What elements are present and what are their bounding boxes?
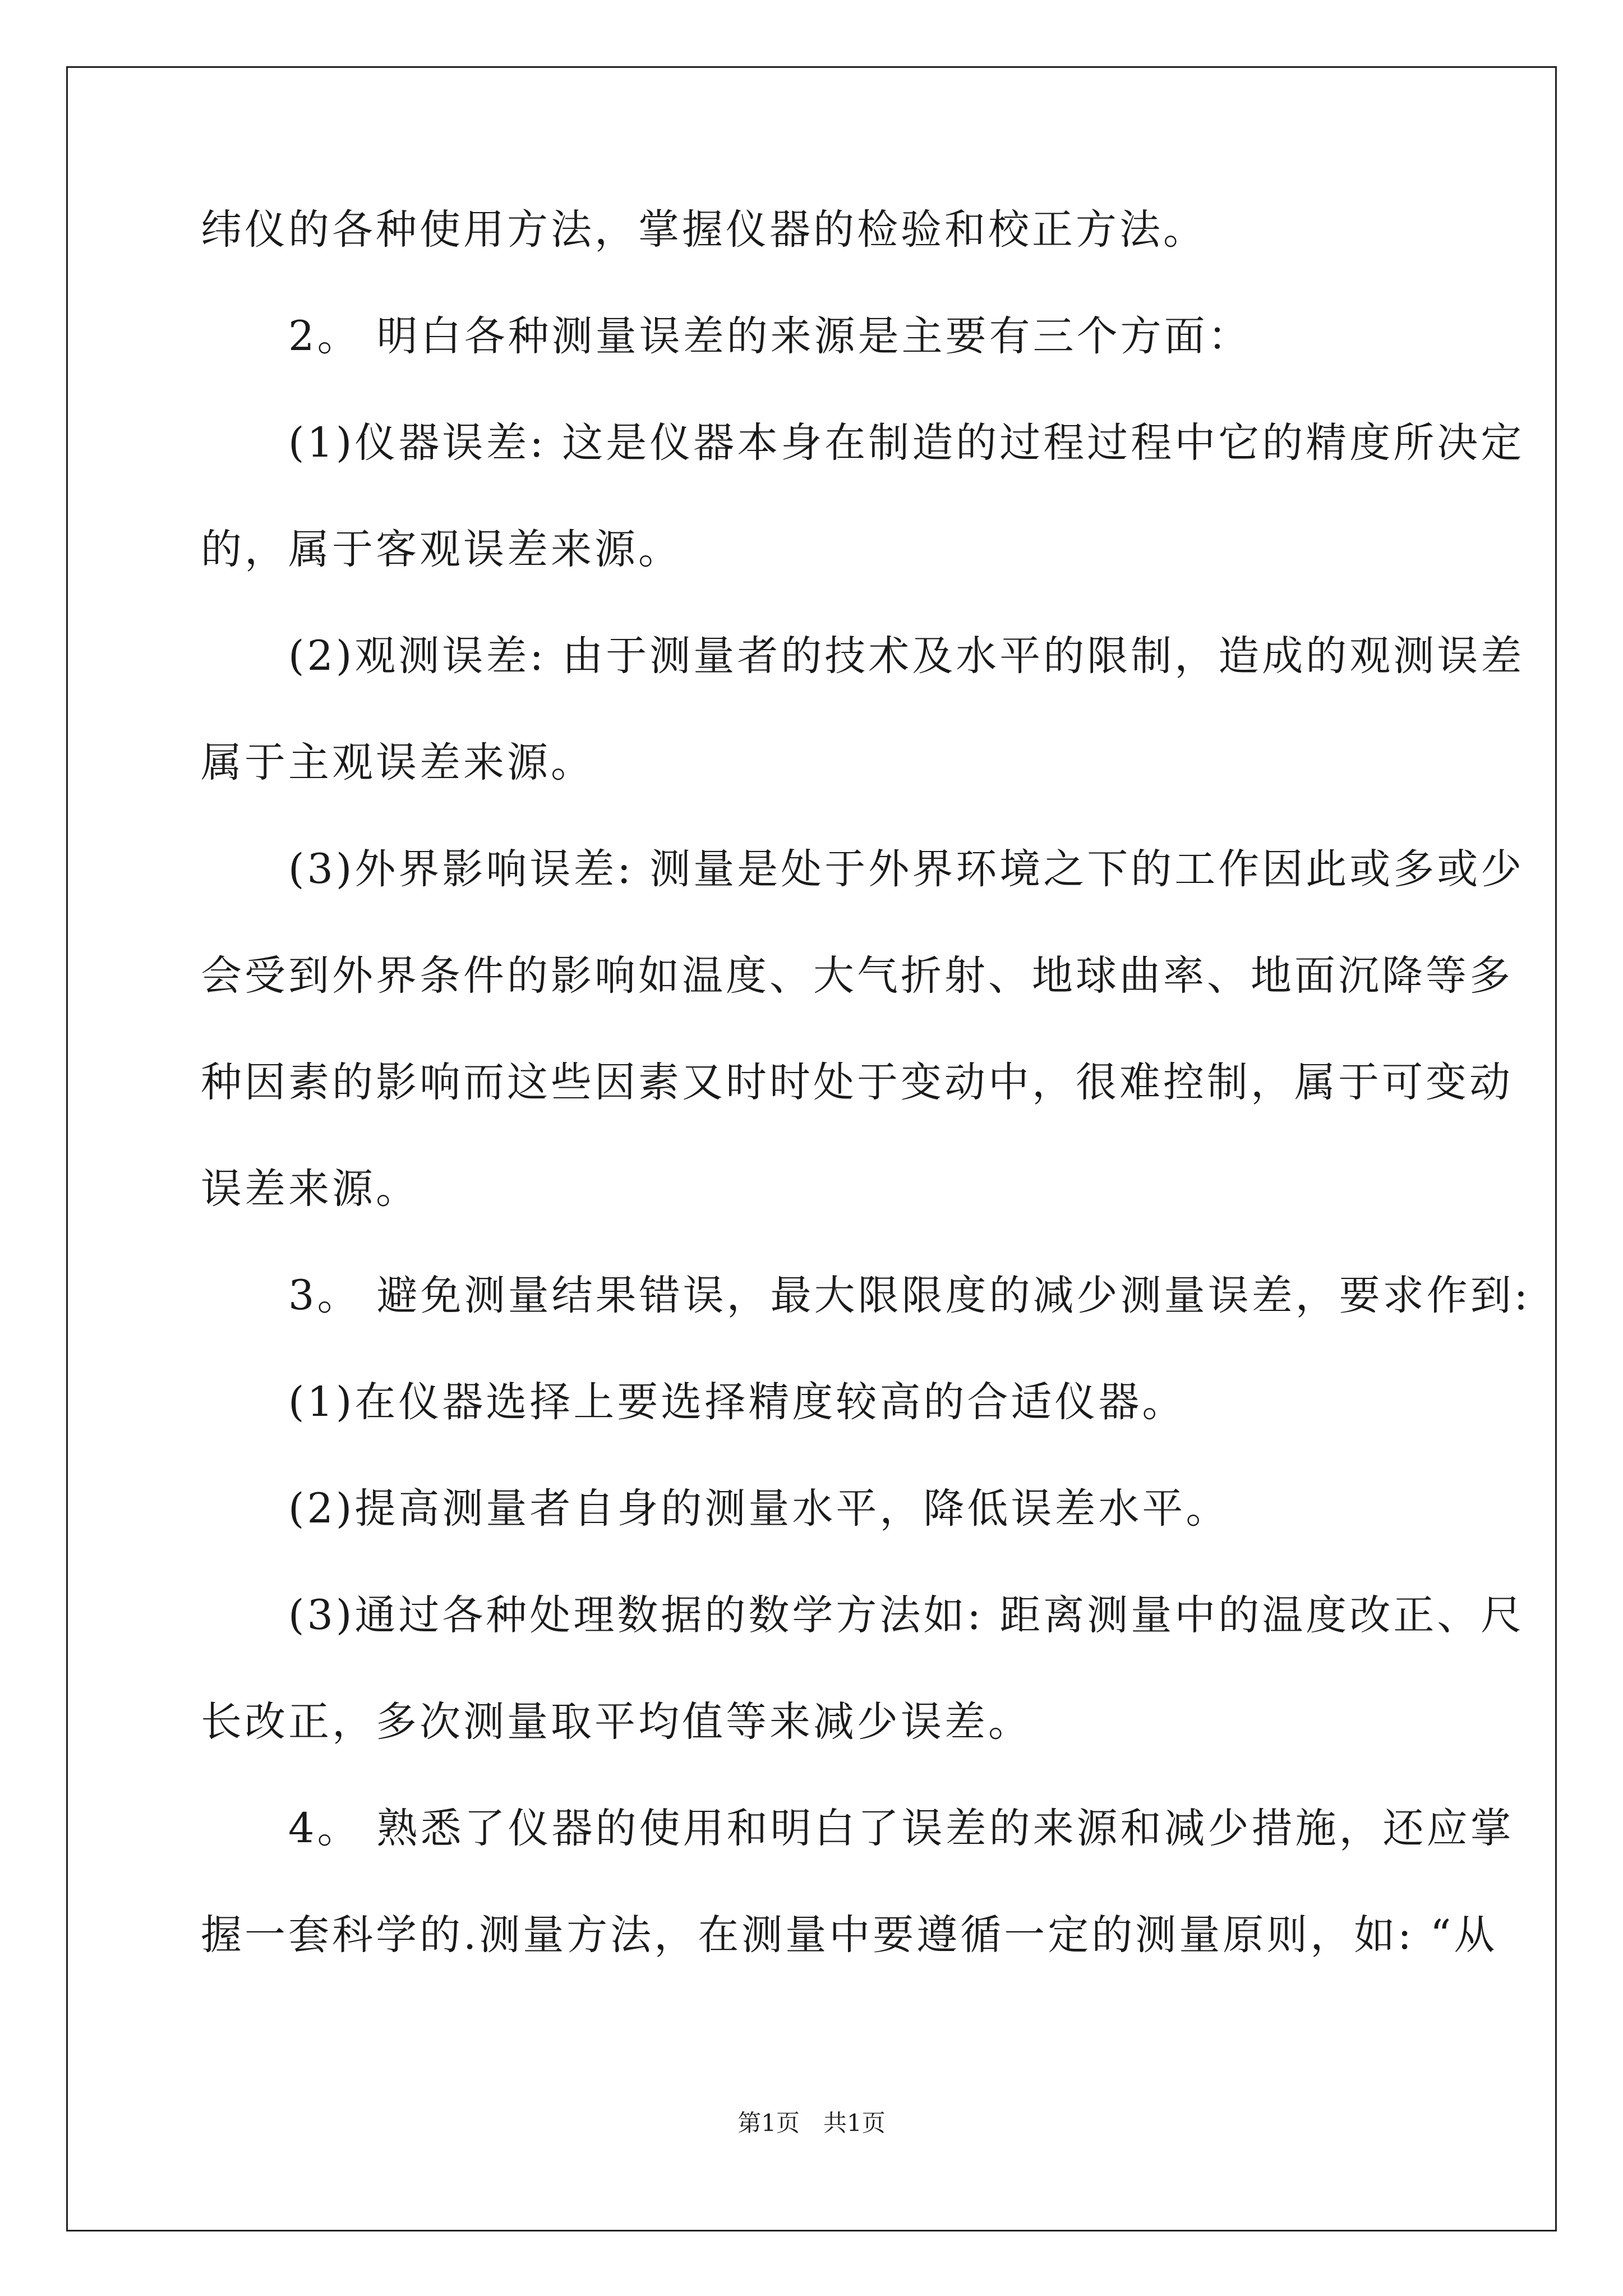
text-line: 属于主观误差来源。 [201,739,594,786]
text-line: (1)仪器误差: 这是仪器本身在制造的过程过程中它的精度所决定 [201,419,1525,467]
text-line: 的，属于客观误差来源。 [201,526,682,573]
text-line: (2)提高测量者自身的测量水平，降低误差水平。 [201,1485,1230,1533]
text-line: (2)观测误差: 由于测量者的技术及水平的限制，造成的观测误差 [201,632,1525,680]
text-line: (3)通过各种处理数据的数学方法如: 距离测量中的温度改正、尺 [201,1591,1525,1639]
text-line: 握一套科学的.测量方法，在测量中要遵循一定的测量原则，如: “从 [201,1911,1498,1959]
text-line: (3)外界影响误差: 测量是处于外界环境之下的工作因此或多或少 [201,845,1525,893]
text-line: 会受到外界条件的影响如温度、大气折射、地球曲率、地面沉降等多 [201,952,1513,1000]
page-number-footer: 第1页 共1页 [737,2109,886,2137]
text-line: 2。 明白各种测量误差的来源是主要有三个方面： [201,312,1252,360]
page-border [66,66,1557,2231]
text-line: 误差来源。 [201,1165,419,1213]
text-line: 长改正，多次测量取平均值等来减少误差。 [201,1698,1032,1746]
text-line: 种因素的影响而这些因素又时时处于变动中，很难控制，属于可变动 [201,1059,1513,1106]
text-line: 4。 熟悉了仪器的使用和明白了误差的来源和减少措施，还应掌 [201,1805,1514,1852]
text-line: (1)在仪器选择上要选择精度较高的合适仪器。 [201,1378,1186,1426]
text-line: 3。 避免测量结果错误，最大限限度的减少测量误差，要求作到: [201,1272,1531,1319]
text-line: 纬仪的各种使用方法，掌握仪器的检验和校正方法。 [201,206,1207,254]
